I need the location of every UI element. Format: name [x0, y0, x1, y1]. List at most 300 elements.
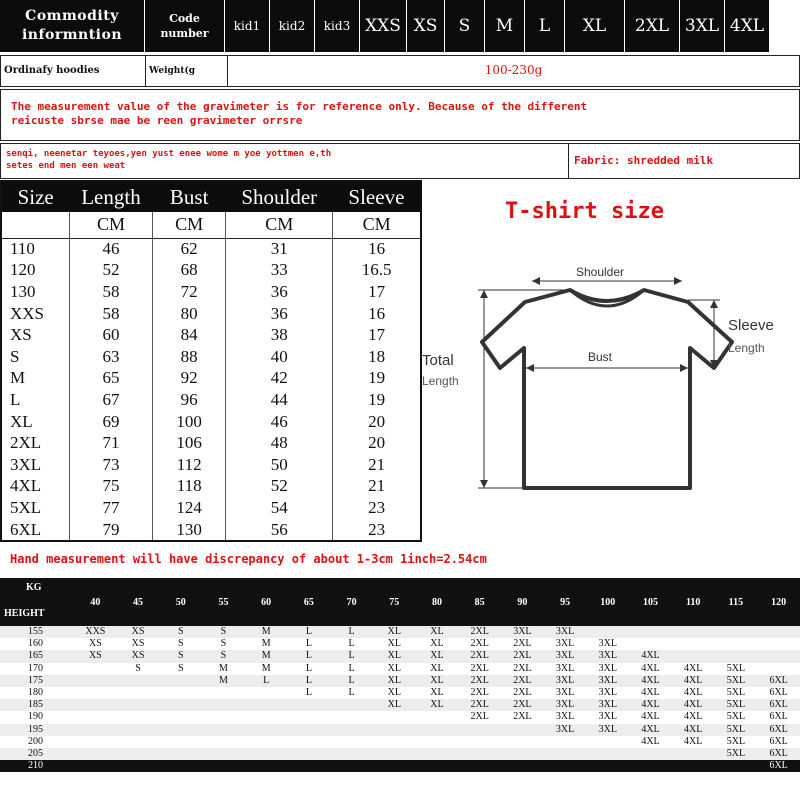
- size-cell: 18: [333, 346, 420, 368]
- height-cell: 205: [0, 748, 74, 760]
- size-cell: 130: [10, 281, 36, 301]
- height-cell: 175: [0, 675, 74, 687]
- hw-size-cell: 4XL: [672, 699, 715, 711]
- hw-size-cell: [373, 748, 416, 760]
- hw-size-cell: [288, 699, 331, 711]
- hw-size-cell: S: [159, 638, 202, 650]
- hw-size-cell: 2XL: [501, 711, 544, 723]
- size-row: [2, 260, 420, 282]
- hw-size-cell: [586, 748, 629, 760]
- weight-label: Weight(g: [146, 56, 228, 86]
- size-cell: 23: [333, 519, 420, 541]
- hw-size-cell: [202, 760, 245, 772]
- hw-size-cell: [245, 748, 288, 760]
- size-cell: 23: [333, 497, 420, 519]
- hw-size-cell: 4XL: [629, 675, 672, 687]
- weight-header: 70: [330, 578, 373, 626]
- hw-size-cell: [117, 760, 160, 772]
- hw-size-cell: 2XL: [458, 650, 501, 662]
- height-cell: 200: [0, 736, 74, 748]
- size-cell: 73: [69, 454, 152, 476]
- size-row: [2, 281, 420, 303]
- unit-cell: CM: [226, 212, 333, 238]
- hw-size-cell: L: [330, 675, 373, 687]
- hw-size-cell: [672, 638, 715, 650]
- unit-cell: CM: [69, 212, 152, 238]
- hw-size-cell: [416, 760, 459, 772]
- size-cell: 21: [333, 476, 420, 498]
- hw-size-cell: 4XL: [672, 687, 715, 699]
- height-cell: 170: [0, 663, 74, 675]
- product-name: Ordinafy hoodies: [1, 56, 146, 86]
- hw-size-cell: [544, 736, 587, 748]
- hw-size-cell: L: [330, 663, 373, 675]
- size-cell: 4XL: [10, 476, 42, 496]
- header-size-xxs: XXS: [360, 0, 407, 52]
- size-cell: 44: [226, 389, 333, 411]
- size-cell: 42: [226, 368, 333, 390]
- total-sub-label: Length: [422, 374, 459, 388]
- weight-value: 100-230g: [484, 63, 543, 77]
- hw-size-cell: [117, 711, 160, 723]
- hw-size-cell: [288, 736, 331, 748]
- info-text-line-2: setes end men een weat: [6, 161, 126, 171]
- header-size-m: M: [485, 0, 525, 52]
- size-cell: 84: [153, 324, 226, 346]
- hw-size-cell: 4XL: [629, 736, 672, 748]
- hw-size-cell: [586, 626, 629, 638]
- size-cell: 69: [69, 411, 152, 433]
- size-cell: XS: [10, 325, 32, 345]
- notice-line-1: The measurement value of the gravimeter is for reference only. Because of the different: [11, 100, 588, 113]
- size-cell: 58: [69, 303, 152, 325]
- size-cell: XL: [10, 411, 33, 431]
- hw-size-cell: [288, 711, 331, 723]
- size-cell: 6XL: [10, 519, 42, 539]
- hw-size-cell: 6XL: [757, 736, 800, 748]
- hw-size-cell: 4XL: [672, 675, 715, 687]
- hw-size-cell: S: [202, 638, 245, 650]
- height-cell: 195: [0, 724, 74, 736]
- hw-size-cell: 4XL: [629, 687, 672, 699]
- size-cell: 48: [226, 432, 333, 454]
- hw-row: [0, 724, 800, 736]
- size-cell: 3XL: [10, 454, 42, 474]
- hw-size-cell: XL: [416, 699, 459, 711]
- hw-size-cell: XL: [373, 687, 416, 699]
- size-cell: 100: [153, 411, 226, 433]
- header-size-s: S: [445, 0, 485, 52]
- hw-size-cell: [416, 748, 459, 760]
- size-cell: 118: [153, 476, 226, 498]
- size-cell: 21: [333, 454, 420, 476]
- hw-row: [0, 626, 800, 638]
- hw-size-cell: [117, 687, 160, 699]
- hw-size-cell: [501, 748, 544, 760]
- hw-size-cell: S: [202, 626, 245, 638]
- hw-size-cell: XL: [373, 650, 416, 662]
- size-cell: 60: [69, 324, 152, 346]
- hw-size-cell: 4XL: [672, 663, 715, 675]
- hw-size-cell: [757, 663, 800, 675]
- hw-size-cell: 2XL: [458, 675, 501, 687]
- hw-size-cell: [202, 724, 245, 736]
- hw-size-cell: XL: [373, 675, 416, 687]
- hw-size-cell: [501, 724, 544, 736]
- hw-size-cell: XL: [416, 638, 459, 650]
- hw-size-cell: 5XL: [715, 675, 758, 687]
- hw-size-cell: [672, 760, 715, 772]
- height-weight-chart: [0, 578, 800, 800]
- hw-size-cell: 2XL: [501, 638, 544, 650]
- size-row: [2, 389, 420, 411]
- hw-size-cell: [629, 626, 672, 638]
- size-cell: 16.5: [333, 260, 420, 282]
- hw-size-cell: M: [245, 650, 288, 662]
- hw-size-cell: 6XL: [757, 748, 800, 760]
- size-cell: 124: [153, 497, 226, 519]
- hw-row: [0, 663, 800, 675]
- commodity-header: [0, 0, 800, 52]
- size-cell: 62: [153, 238, 226, 260]
- hw-row: [0, 760, 800, 772]
- hw-size-cell: L: [288, 638, 331, 650]
- shoulder-label: Shoulder: [575, 265, 625, 279]
- size-cell: 130: [153, 519, 226, 541]
- hw-size-cell: 5XL: [715, 711, 758, 723]
- hw-size-cell: 6XL: [757, 675, 800, 687]
- hw-size-cell: [159, 748, 202, 760]
- hw-size-cell: XL: [416, 626, 459, 638]
- hw-size-cell: [715, 650, 758, 662]
- fabric-label: Fabric: shredded milk: [574, 154, 714, 167]
- hw-size-cell: [159, 736, 202, 748]
- hw-size-cell: [672, 650, 715, 662]
- size-cell: 46: [69, 238, 152, 260]
- hw-size-cell: [159, 675, 202, 687]
- weight-header: 65: [288, 578, 331, 626]
- hw-size-cell: L: [288, 663, 331, 675]
- hw-size-cell: 3XL: [586, 687, 629, 699]
- hw-size-cell: 2XL: [501, 699, 544, 711]
- size-cell: 52: [226, 476, 333, 498]
- hw-row: [0, 748, 800, 760]
- hw-size-cell: 3XL: [586, 675, 629, 687]
- hw-size-cell: 4XL: [672, 736, 715, 748]
- hw-size-cell: [159, 711, 202, 723]
- hw-size-cell: [757, 626, 800, 638]
- hw-size-cell: XS: [117, 650, 160, 662]
- hw-size-cell: 3XL: [544, 687, 587, 699]
- size-cell: 77: [69, 497, 152, 519]
- product-row: [0, 55, 800, 87]
- size-cell: 106: [153, 432, 226, 454]
- hw-size-cell: [416, 736, 459, 748]
- weight-header: 100: [586, 578, 629, 626]
- weight-header: 85: [458, 578, 501, 626]
- unit-cell: [2, 212, 69, 238]
- hw-size-cell: [74, 663, 117, 675]
- hw-size-cell: [74, 699, 117, 711]
- size-row: [2, 432, 420, 454]
- weight-header: 80: [416, 578, 459, 626]
- hw-size-cell: [629, 748, 672, 760]
- hw-size-cell: L: [330, 626, 373, 638]
- hw-size-cell: XL: [416, 675, 459, 687]
- height-label: HEIGHT: [4, 608, 45, 619]
- hw-size-cell: XS: [74, 638, 117, 650]
- hw-size-cell: L: [330, 687, 373, 699]
- hw-size-cell: XL: [373, 699, 416, 711]
- height-cell: 190: [0, 711, 74, 723]
- height-cell: 210: [0, 760, 74, 772]
- hw-size-cell: 6XL: [757, 760, 800, 772]
- size-cell: 120: [10, 260, 36, 280]
- hw-size-cell: XL: [373, 638, 416, 650]
- size-cell: 36: [226, 303, 333, 325]
- hw-size-cell: [458, 736, 501, 748]
- hw-size-cell: [757, 650, 800, 662]
- hw-size-cell: L: [288, 675, 331, 687]
- hw-size-cell: [629, 638, 672, 650]
- hw-size-cell: [117, 724, 160, 736]
- hw-size-cell: 3XL: [586, 650, 629, 662]
- size-cell: L: [10, 389, 21, 409]
- weight-header: 40: [74, 578, 117, 626]
- hw-size-cell: L: [288, 687, 331, 699]
- size-cell: 38: [226, 324, 333, 346]
- info-text: [1, 144, 569, 178]
- hw-size-cell: [74, 736, 117, 748]
- unit-cell: CM: [153, 212, 226, 238]
- height-cell: 160: [0, 638, 74, 650]
- hw-size-cell: [245, 687, 288, 699]
- hw-size-cell: [373, 711, 416, 723]
- hw-size-cell: 6XL: [757, 724, 800, 736]
- hw-size-cell: 2XL: [458, 638, 501, 650]
- hw-size-cell: 4XL: [672, 724, 715, 736]
- info-text-line-1: senqi, neenetar teyoes,yen yust enee wome m yoe yottmen e,th: [6, 149, 332, 159]
- hw-size-cell: [544, 760, 587, 772]
- size-row: [2, 411, 420, 433]
- hw-size-cell: [330, 748, 373, 760]
- hw-size-cell: 5XL: [715, 699, 758, 711]
- hw-size-cell: [416, 724, 459, 736]
- hw-size-cell: [74, 748, 117, 760]
- hw-size-cell: [74, 724, 117, 736]
- hand-measurement-note: Hand measurement will have discrepancy of about 1-3cm 1inch=2.54cm: [10, 552, 487, 566]
- size-row: [2, 324, 420, 346]
- size-cell: M: [10, 368, 26, 388]
- height-cell: 185: [0, 699, 74, 711]
- hw-size-cell: 4XL: [629, 724, 672, 736]
- header-size-4xl: 4XL: [725, 0, 770, 52]
- hw-row: [0, 675, 800, 687]
- hw-size-cell: [757, 638, 800, 650]
- hw-size-cell: [715, 760, 758, 772]
- hw-size-cell: L: [330, 638, 373, 650]
- size-cell: 19: [333, 389, 420, 411]
- height-cell: 155: [0, 626, 74, 638]
- hw-size-cell: S: [159, 650, 202, 662]
- hw-size-cell: 5XL: [715, 736, 758, 748]
- hw-size-cell: S: [159, 663, 202, 675]
- hw-size-cell: [330, 736, 373, 748]
- notice-line-2: reicuste sbrse mae be reen gravimeter orrsre: [11, 114, 303, 127]
- bust-label: Bust: [587, 350, 613, 364]
- diagram-title: T-shirt size: [505, 199, 664, 224]
- hw-size-cell: [544, 748, 587, 760]
- size-cell: 96: [153, 389, 226, 411]
- hw-size-cell: [586, 736, 629, 748]
- header-size-xs: XS: [407, 0, 445, 52]
- hw-row: [0, 736, 800, 748]
- size-cell: 16: [333, 303, 420, 325]
- hw-row: [0, 711, 800, 723]
- unit-cell: CM: [333, 212, 420, 238]
- hw-size-cell: [330, 760, 373, 772]
- hw-size-cell: 3XL: [544, 638, 587, 650]
- hw-size-cell: [501, 736, 544, 748]
- size-cell: 52: [69, 260, 152, 282]
- size-row: [2, 303, 420, 325]
- sleeve-label: Sleeve: [728, 317, 774, 334]
- gravimeter-notice: [0, 89, 800, 141]
- hw-size-cell: 4XL: [629, 663, 672, 675]
- hw-size-cell: XL: [416, 687, 459, 699]
- hw-size-cell: [159, 724, 202, 736]
- hw-size-cell: 4XL: [629, 699, 672, 711]
- weight-header: 75: [373, 578, 416, 626]
- size-cell: 80: [153, 303, 226, 325]
- code-number-label: Code number: [145, 0, 225, 52]
- size-row: [2, 454, 420, 476]
- size-cell: 112: [153, 454, 226, 476]
- hw-size-cell: [245, 760, 288, 772]
- height-cell: 180: [0, 687, 74, 699]
- header-size-xl: XL: [565, 0, 625, 52]
- hw-size-cell: 2XL: [458, 663, 501, 675]
- hw-size-cell: 2XL: [458, 711, 501, 723]
- weight-header: 90: [501, 578, 544, 626]
- size-cell: 31: [226, 238, 333, 260]
- hw-size-cell: [202, 711, 245, 723]
- hw-size-cell: [202, 699, 245, 711]
- weight-header: 45: [117, 578, 160, 626]
- hw-size-cell: [74, 711, 117, 723]
- hw-size-cell: 4XL: [672, 711, 715, 723]
- header-size-l: L: [525, 0, 565, 52]
- kg-label: KG: [26, 582, 42, 593]
- kid-size-1: kid1: [225, 0, 270, 52]
- hw-size-cell: 3XL: [544, 663, 587, 675]
- size-cell: 17: [333, 281, 420, 303]
- size-cell: 72: [153, 281, 226, 303]
- hw-size-cell: [330, 711, 373, 723]
- hw-size-cell: 4XL: [629, 711, 672, 723]
- size-cell: 16: [333, 238, 420, 260]
- hw-size-cell: [245, 736, 288, 748]
- commodity-info-label: Commodity informntion: [0, 0, 145, 52]
- hw-size-cell: 5XL: [715, 748, 758, 760]
- hw-size-cell: 3XL: [544, 626, 587, 638]
- hw-size-cell: XL: [416, 663, 459, 675]
- hw-size-cell: [159, 760, 202, 772]
- size-cell: 75: [69, 476, 152, 498]
- hw-size-cell: [373, 736, 416, 748]
- hw-size-cell: [245, 699, 288, 711]
- hw-size-cell: [629, 760, 672, 772]
- hw-size-cell: [74, 687, 117, 699]
- hw-size-cell: [288, 748, 331, 760]
- size-cell: 63: [69, 346, 152, 368]
- hw-size-cell: [159, 699, 202, 711]
- size-cell: 58: [69, 281, 152, 303]
- hw-size-cell: [373, 724, 416, 736]
- hw-size-cell: 3XL: [544, 699, 587, 711]
- hw-size-cell: 5XL: [715, 663, 758, 675]
- hw-size-cell: S: [117, 663, 160, 675]
- hw-size-cell: 3XL: [544, 650, 587, 662]
- size-cell: 2XL: [10, 433, 42, 453]
- kid-size-2: kid2: [270, 0, 315, 52]
- hw-corner: [0, 578, 74, 626]
- hw-size-cell: 2XL: [501, 675, 544, 687]
- hw-size-cell: 4XL: [629, 650, 672, 662]
- hw-size-cell: 6XL: [757, 687, 800, 699]
- hw-size-cell: [672, 626, 715, 638]
- weight-header: 120: [757, 578, 800, 626]
- hw-size-cell: [202, 748, 245, 760]
- size-row: [2, 238, 420, 260]
- col-bust: Bust: [153, 182, 226, 212]
- size-cell: 46: [226, 411, 333, 433]
- hw-size-cell: 3XL: [544, 711, 587, 723]
- hw-size-cell: 2XL: [458, 687, 501, 699]
- col-size: Size: [2, 182, 69, 212]
- size-cell: 20: [333, 432, 420, 454]
- hw-size-cell: [202, 687, 245, 699]
- size-cell: XXS: [10, 303, 45, 323]
- weight-header: 50: [159, 578, 202, 626]
- hw-size-cell: [288, 724, 331, 736]
- col-sleeve: Sleeve: [333, 182, 420, 212]
- size-cell: 33: [226, 260, 333, 282]
- size-cell: 17: [333, 324, 420, 346]
- header-size-2xl: 2XL: [625, 0, 680, 52]
- header-size-3xl: 3XL: [680, 0, 725, 52]
- hw-size-cell: S: [202, 650, 245, 662]
- size-row: [2, 497, 420, 519]
- size-cell: 19: [333, 368, 420, 390]
- hw-size-cell: 3XL: [586, 663, 629, 675]
- col-shoulder: Shoulder: [226, 182, 333, 212]
- size-cell: 5XL: [10, 497, 42, 517]
- hw-size-cell: 5XL: [715, 687, 758, 699]
- hw-size-cell: [458, 724, 501, 736]
- size-cell: 79: [69, 519, 152, 541]
- hw-size-cell: 3XL: [586, 638, 629, 650]
- hw-size-cell: XS: [117, 638, 160, 650]
- size-cell: 68: [153, 260, 226, 282]
- size-table-header: [2, 182, 420, 212]
- hw-size-cell: XL: [373, 663, 416, 675]
- hw-size-cell: 5XL: [715, 724, 758, 736]
- weight-header: 105: [629, 578, 672, 626]
- hw-size-cell: [715, 638, 758, 650]
- unit-row: [2, 212, 420, 238]
- hw-size-cell: [74, 675, 117, 687]
